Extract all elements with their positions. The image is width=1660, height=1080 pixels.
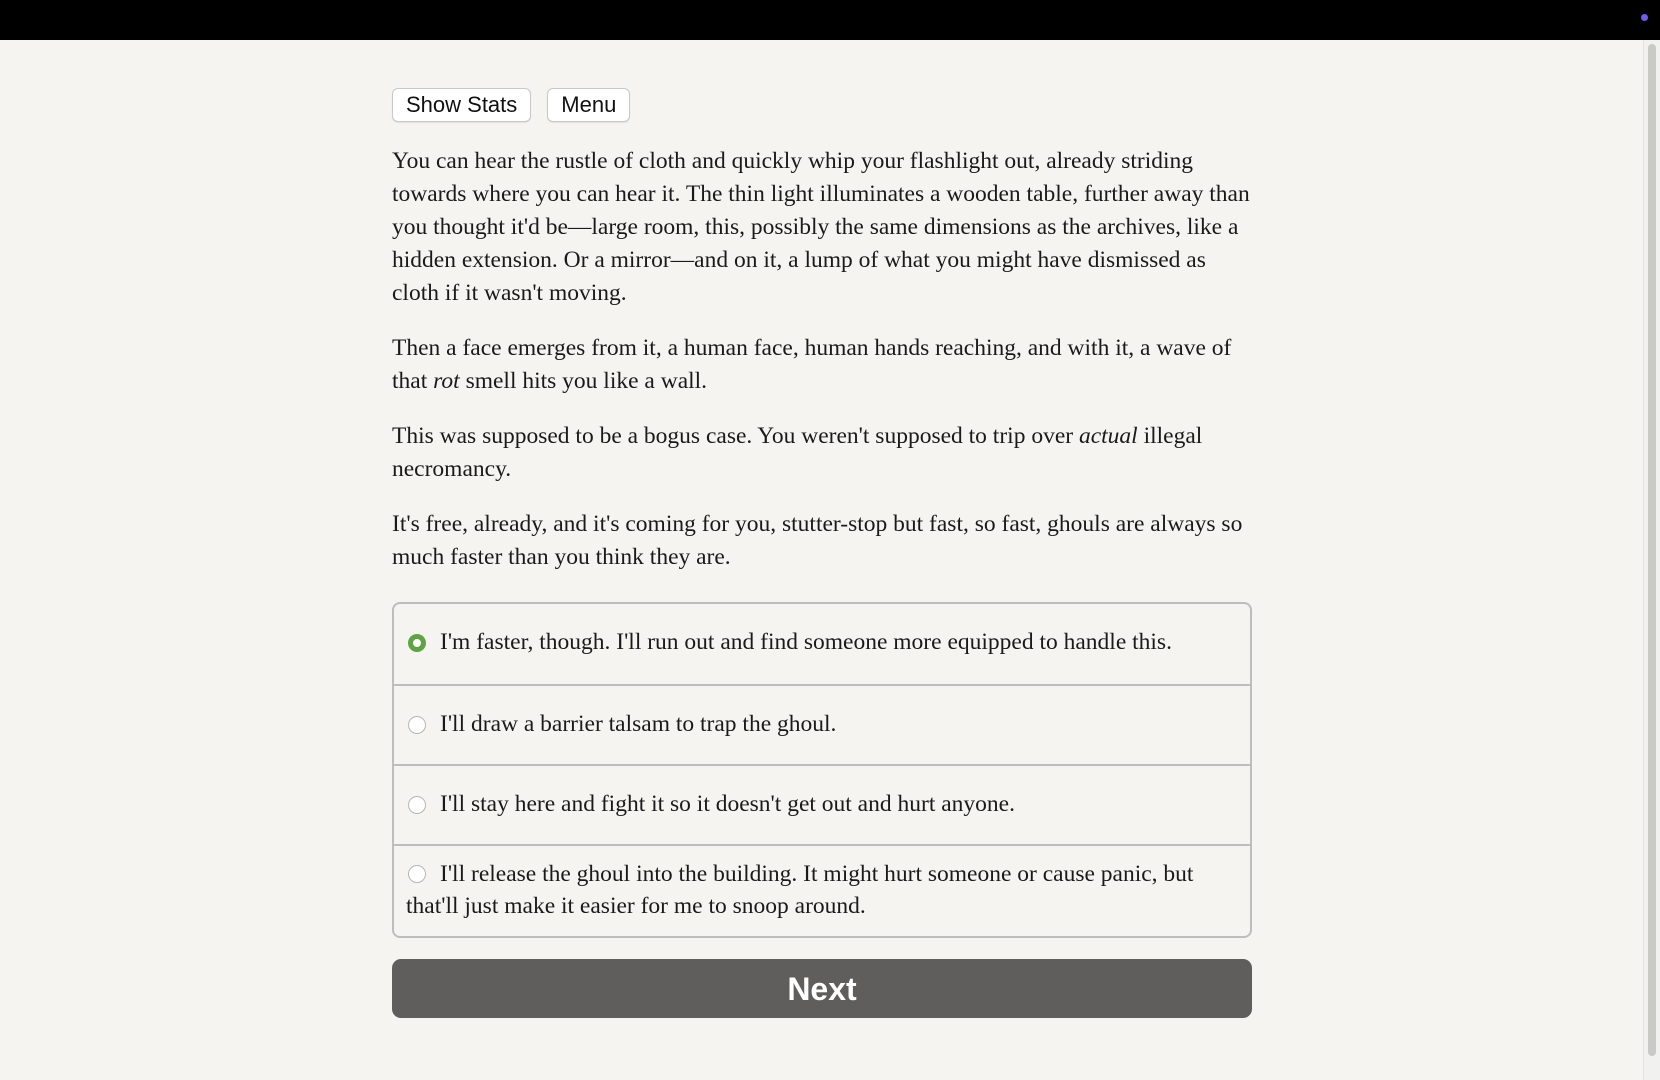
story-paragraph-1: You can hear the rustle of cloth and quickly whip your flashlight out, already striding towards where you can hear it. The thin light illuminates a wooden table, further away than you thought it'd be—large room, this, possibly the same dimensions as the archives, like a hidden extension. Or a mirror—and on it, a lump of what you might have dismissed as cloth if it wasn't moving. xyxy=(392,148,1250,306)
status-dot-icon xyxy=(1641,14,1648,21)
emphasis-text: actual xyxy=(1078,423,1138,449)
scrollbar-thumb[interactable] xyxy=(1648,44,1656,1056)
story-paragraph-2 xyxy=(392,332,1252,398)
choice-list xyxy=(392,602,1252,938)
show-stats-button[interactable]: Show Stats xyxy=(392,88,531,122)
story-text-segment: This was supposed to be a bogus case. You weren't supposed to trip over xyxy=(392,423,1079,449)
vertical-scrollbar[interactable] xyxy=(1643,40,1660,1080)
story-text-segment: Then a face emerges from it, a human face, human hands reaching, and with it, a wave of that xyxy=(392,335,1232,394)
menu-button[interactable]: Menu xyxy=(547,88,630,122)
next-button[interactable]: Next xyxy=(392,959,1252,1018)
top-bar xyxy=(0,0,1660,40)
toolbar xyxy=(392,88,1252,122)
story-text-segment: illegal necromancy. xyxy=(392,423,1203,482)
radio-unselected-icon[interactable] xyxy=(408,716,426,734)
radio-selected-icon[interactable] xyxy=(408,634,426,652)
choice-option-2[interactable] xyxy=(394,684,1250,764)
emphasis-text: rot xyxy=(433,368,460,394)
game-content xyxy=(392,88,1252,1018)
choice-label: I'll release the ghoul into the building. It might hurt someone or cause panic, but that'll just make it easier for me to snoop around. xyxy=(406,861,1194,919)
story-text-segment: smell hits you like a wall. xyxy=(459,368,708,394)
radio-unselected-icon[interactable] xyxy=(408,796,426,814)
choice-option-4[interactable] xyxy=(394,844,1250,936)
choice-option-3[interactable] xyxy=(394,764,1250,844)
story-paragraph-3 xyxy=(392,420,1252,486)
radio-unselected-icon[interactable] xyxy=(408,865,426,883)
story-text xyxy=(392,145,1252,574)
story-paragraph-4: It's free, already, and it's coming for you, stutter-stop but fast, so fast, ghouls are always so much faster than you think they are. xyxy=(392,511,1243,570)
choice-option-1[interactable] xyxy=(394,604,1250,684)
choice-label: I'll stay here and fight it so it doesn't get out and hurt anyone. xyxy=(440,791,1015,817)
choice-label: I'll draw a barrier talsam to trap the ghoul. xyxy=(440,711,837,737)
choice-label: I'm faster, though. I'll run out and find someone more equipped to handle this. xyxy=(440,629,1172,655)
